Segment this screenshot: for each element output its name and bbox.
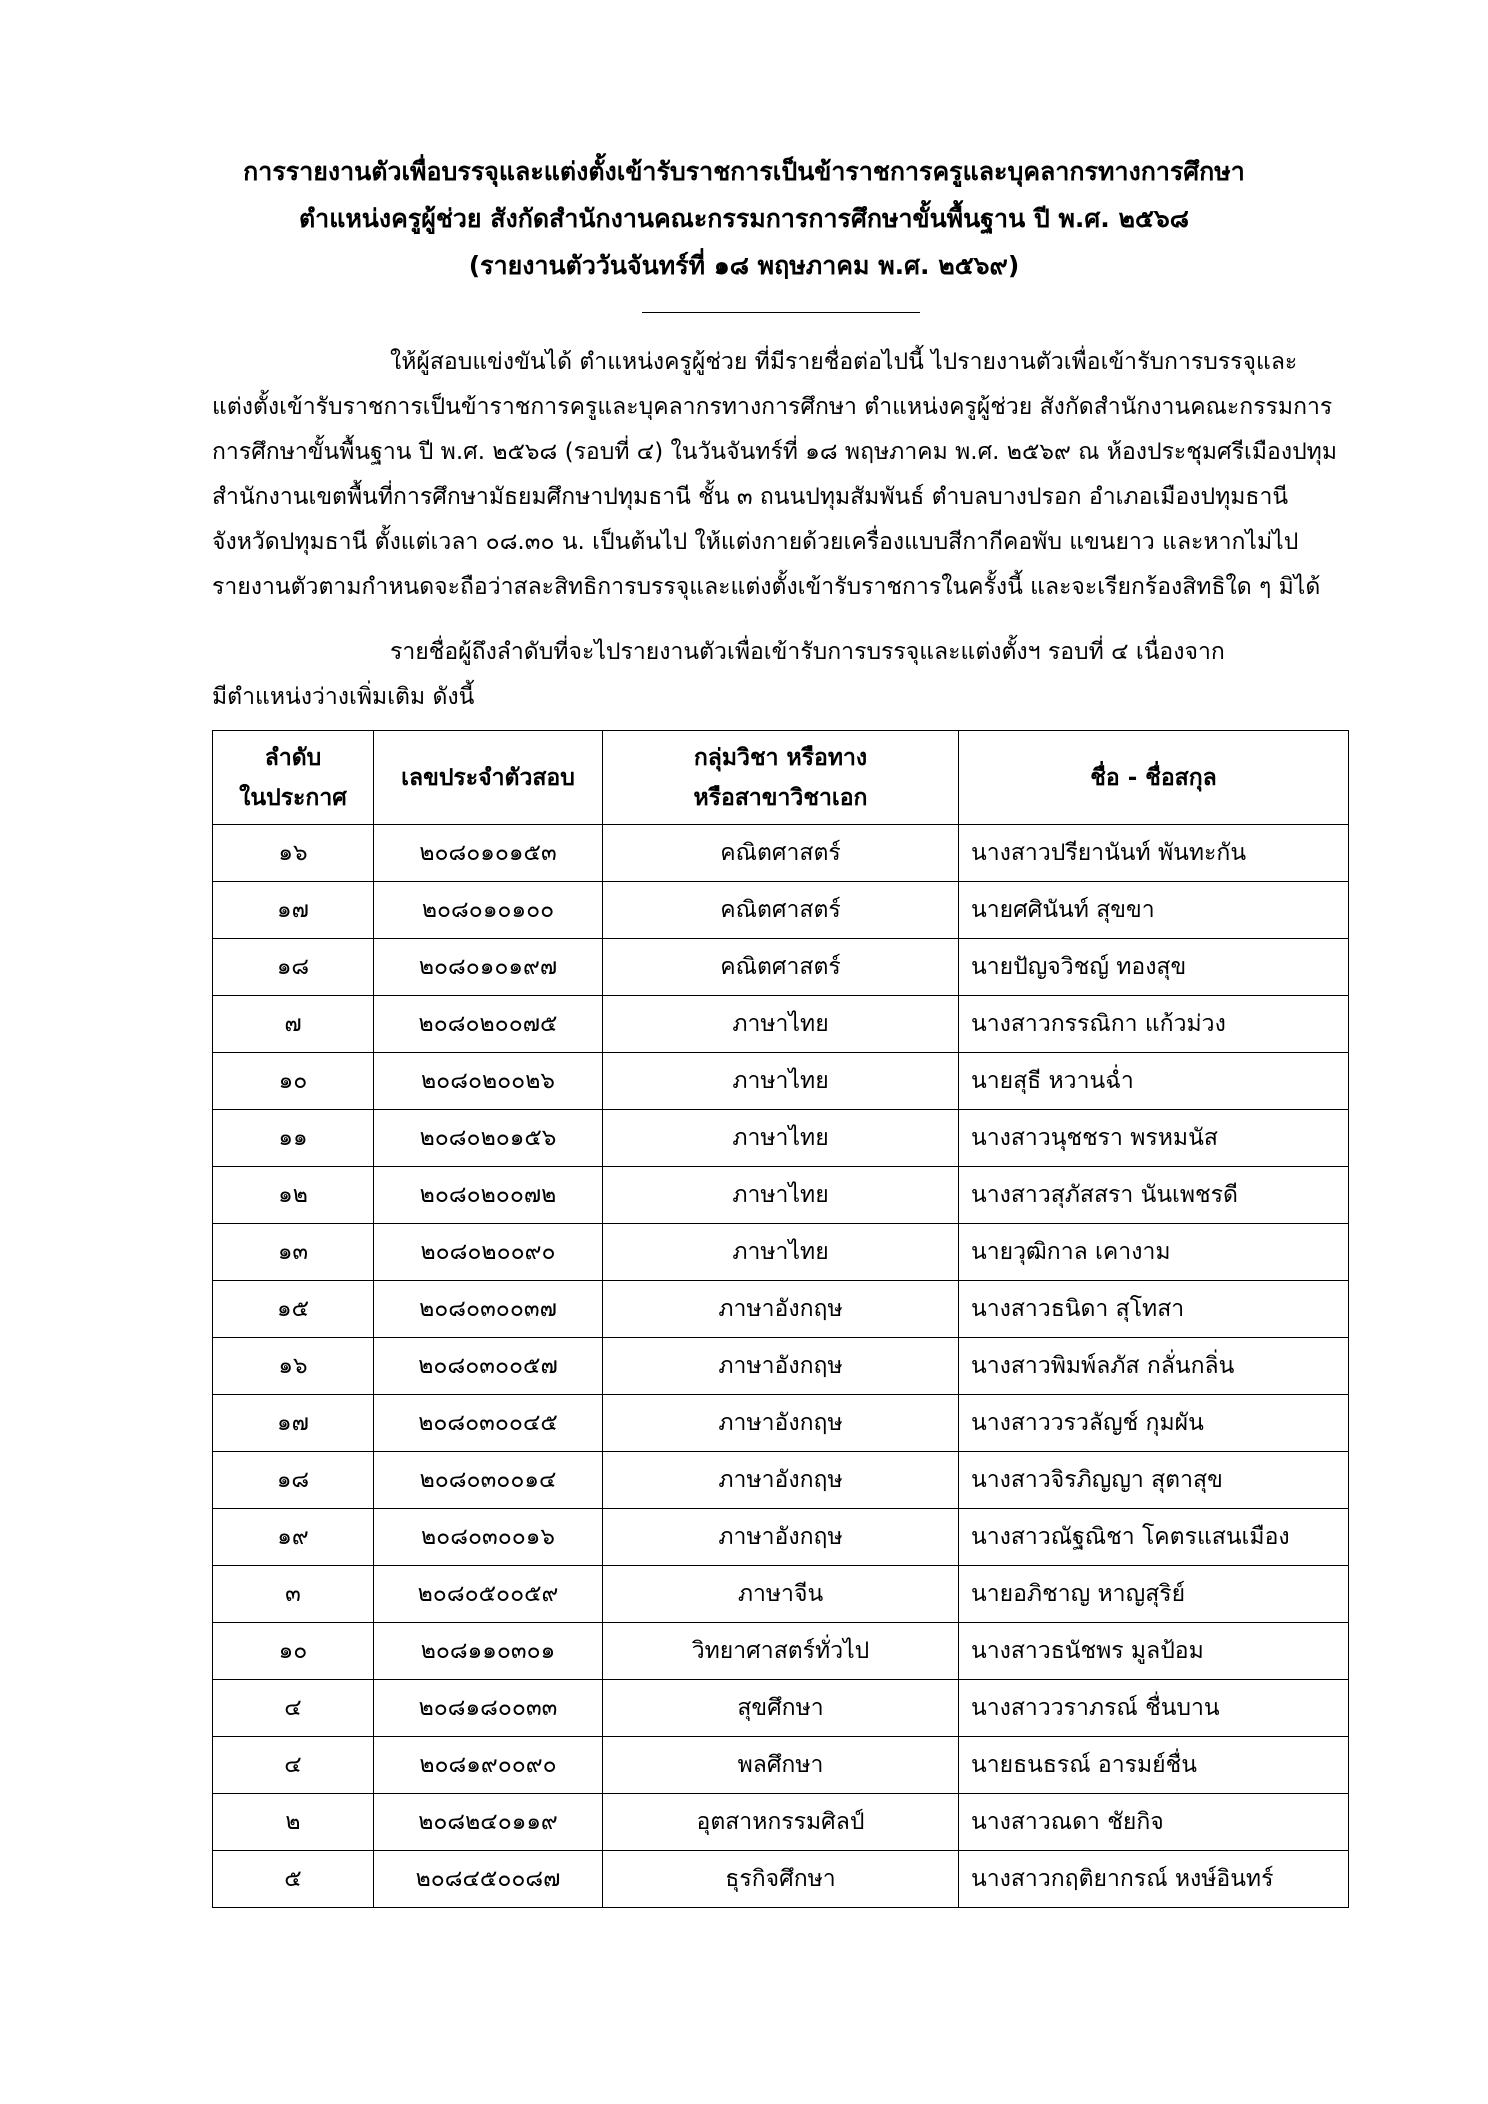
table-row (213, 996, 1349, 1053)
heading-line-2: ตำแหน่งครูผู้ช่วย สังกัดสำนักงานคณะกรรมการการศึกษาขั้นพื้นฐาน ปี พ.ศ. ๒๕๖๘ (298, 204, 1190, 233)
cell-exam-id: ๒๐๘๑๙๐๐๙๐ (374, 1737, 603, 1794)
cell-subject: ภาษาไทย (603, 996, 959, 1053)
cell-order: ๑๒ (213, 1167, 374, 1224)
document-heading (0, 148, 1488, 289)
cell-name: นายวุฒิกาล เคางาม (959, 1224, 1349, 1281)
table-row (213, 1794, 1349, 1851)
cell-exam-id: ๒๐๘๐๓๐๐๑๖ (374, 1509, 603, 1566)
header-exam-id: เลขประจำตัวสอบ (374, 731, 603, 825)
cell-name: นางสาวนุชชรา พรหมนัส (959, 1110, 1349, 1167)
cell-exam-id: ๒๐๘๐๒๐๐๗๕ (374, 996, 603, 1053)
cell-exam-id: ๒๐๘๐๑๐๑๕๓ (374, 825, 603, 882)
cell-name: นางสาววรวลัญช์ กุมผัน (959, 1395, 1349, 1452)
table-row (213, 1395, 1349, 1452)
cell-name: นางสาวธนิดา สุโทสา (959, 1281, 1349, 1338)
cell-name: นายสุธี หวานฉ่ำ (959, 1053, 1349, 1110)
header-full-name: ชื่อ - ชื่อสกุล (959, 731, 1349, 825)
cell-order: ๑๕ (213, 1281, 374, 1338)
table-body (213, 825, 1349, 1908)
cell-order: ๔ (213, 1680, 374, 1737)
table-row (213, 1110, 1349, 1167)
heading-line-3: (รายงานตัววันจันทร์ที่ ๑๘ พฤษภาคม พ.ศ. ๒๕๖๙) (468, 251, 1020, 280)
cell-subject: คณิตศาสตร์ (603, 882, 959, 939)
cell-name: นางสาวพิมพ์ลภัส กลั่นกลิ่น (959, 1338, 1349, 1395)
header-subject-group: กลุ่มวิชา หรือทาง หรือสาขาวิชาเอก (603, 731, 959, 825)
table-row (213, 1851, 1349, 1908)
cell-subject: ธุรกิจศึกษา (603, 1851, 959, 1908)
cell-subject: ภาษาไทย (603, 1167, 959, 1224)
list-intro-paragraph (212, 630, 1348, 720)
cell-exam-id: ๒๐๘๐๑๐๑๙๗ (374, 939, 603, 996)
header-announcement-order: ลำดับ ในประกาศ (213, 731, 374, 825)
table-row (213, 882, 1349, 939)
cell-exam-id: ๒๐๘๐๓๐๐๔๕ (374, 1395, 603, 1452)
paragraph-line: รายชื่อผู้ถึงลำดับที่จะไปรายงานตัวเพื่อเข้ารับการบรรจุและแต่งตั้งฯ รอบที่ ๔ เนื่องจาก (390, 639, 1225, 665)
table-row (213, 1452, 1349, 1509)
cell-name: นายธนธรณ์ อารมย์ชื่น (959, 1737, 1349, 1794)
cell-exam-id: ๒๐๘๐๓๐๐๓๗ (374, 1281, 603, 1338)
paragraph-line: รายงานตัวตามกำหนดจะถือว่าสละสิทธิการบรรจุและแต่งตั้งเข้ารับราชการในครั้งนี้ และจะเรียกร้องสิทธิใด ๆ มิได้ (212, 574, 1321, 600)
cell-subject: ภาษาอังกฤษ (603, 1281, 959, 1338)
table-row (213, 1224, 1349, 1281)
table-row (213, 1167, 1349, 1224)
paragraph-line: แต่งตั้งเข้ารับราชการเป็นข้าราชการครูและบุคลากรทางการศึกษา ตำแหน่งครูผู้ช่วย สังกัดสำนักงานคณะกรรมการ (212, 394, 1333, 420)
paragraph-line: การศึกษาขั้นพื้นฐาน ปี พ.ศ. ๒๕๖๘ (รอบที่ ๔) ในวันจันทร์ที่ ๑๘ พฤษภาคม พ.ศ. ๒๕๖๙ ณ ห้องประชุมศรีเมืองปทุม (212, 439, 1338, 465)
cell-exam-id: ๒๐๘๑๘๐๐๓๓ (374, 1680, 603, 1737)
table-row (213, 1053, 1349, 1110)
cell-subject: พลศึกษา (603, 1737, 959, 1794)
cell-order: ๑๖ (213, 1338, 374, 1395)
cell-order: ๑๐ (213, 1623, 374, 1680)
cell-exam-id: ๒๐๘๐๒๐๐๗๒ (374, 1167, 603, 1224)
cell-subject: ภาษาไทย (603, 1224, 959, 1281)
cell-exam-id: ๒๐๘๐๑๐๑๐๐ (374, 882, 603, 939)
paragraph-line: มีตำแหน่งว่างเพิ่มเติม ดังนี้ (212, 684, 475, 710)
cell-exam-id: ๒๐๘๒๔๐๑๑๙ (374, 1794, 603, 1851)
cell-name: นางสาวณัฐณิชา โคตรแสนเมือง (959, 1509, 1349, 1566)
cell-order: ๗ (213, 996, 374, 1053)
table-row (213, 1509, 1349, 1566)
cell-order: ๕ (213, 1851, 374, 1908)
cell-order: ๑๓ (213, 1224, 374, 1281)
cell-name: นางสาววราภรณ์ ชื่นบาน (959, 1680, 1349, 1737)
cell-name: นางสาวปรียานันท์ พันทะกัน (959, 825, 1349, 882)
table-row (213, 1623, 1349, 1680)
candidate-table (212, 730, 1349, 1908)
paragraph-line: สำนักงานเขตพื้นที่การศึกษามัธยมศึกษาปทุมธานี ชั้น ๓ ถนนปทุมสัมพันธ์ ตำบลบางปรอก อำเภอเมืองปทุมธานี (212, 484, 1289, 510)
cell-name: นางสาวธนัชพร มูลป้อม (959, 1623, 1349, 1680)
cell-subject: สุขศึกษา (603, 1680, 959, 1737)
paragraph-line: จังหวัดปทุมธานี ตั้งแต่เวลา ๐๘.๓๐ น. เป็นต้นไป ให้แต่งกายด้วยเครื่องแบบสีกากีคอพับ แขนยาว และหากไม่ไป (212, 529, 1299, 555)
cell-subject: ภาษาไทย (603, 1110, 959, 1167)
cell-name: นายศศินันท์ สุขขา (959, 882, 1349, 939)
cell-exam-id: ๒๐๘๐๒๐๐๒๖ (374, 1053, 603, 1110)
cell-exam-id: ๒๐๘๐๕๐๐๕๙ (374, 1566, 603, 1623)
cell-name: นางสาวณดา ชัยกิจ (959, 1794, 1349, 1851)
table-row (213, 1566, 1349, 1623)
cell-order: ๑๘ (213, 939, 374, 996)
heading-line-1: การรายงานตัวเพื่อบรรจุและแต่งตั้งเข้ารับราชการเป็นข้าราชการครูและบุคลากรทางการศึกษา (243, 157, 1245, 186)
cell-order: ๑๗ (213, 882, 374, 939)
cell-subject: ภาษาอังกฤษ (603, 1395, 959, 1452)
cell-subject: คณิตศาสตร์ (603, 939, 959, 996)
cell-subject: ภาษาอังกฤษ (603, 1338, 959, 1395)
table-row (213, 939, 1349, 996)
cell-name: นายปัญจวิชญ์ ทองสุข (959, 939, 1349, 996)
cell-exam-id: ๒๐๘๐๓๐๐๕๗ (374, 1338, 603, 1395)
cell-order: ๑๐ (213, 1053, 374, 1110)
table-row (213, 1338, 1349, 1395)
cell-name: นางสาวกฤติยากรณ์ หงษ์อินทร์ (959, 1851, 1349, 1908)
cell-exam-id: ๒๐๘๐๒๐๐๙๐ (374, 1224, 603, 1281)
heading-divider (642, 312, 920, 313)
cell-subject: ภาษาอังกฤษ (603, 1452, 959, 1509)
table-header-row (213, 731, 1349, 825)
cell-exam-id: ๒๐๘๐๒๐๑๕๖ (374, 1110, 603, 1167)
cell-subject: วิทยาศาสตร์ทั่วไป (603, 1623, 959, 1680)
cell-order: ๓ (213, 1566, 374, 1623)
cell-exam-id: ๒๐๘๐๓๐๐๑๔ (374, 1452, 603, 1509)
cell-name: นางสาวกรรณิกา แก้วม่วง (959, 996, 1349, 1053)
cell-subject: อุตสาหกรรมศิลป์ (603, 1794, 959, 1851)
cell-name: นางสาวจิรภิญญา สุตาสุข (959, 1452, 1349, 1509)
cell-order: ๑๘ (213, 1452, 374, 1509)
table-row (213, 1281, 1349, 1338)
cell-order: ๑๙ (213, 1509, 374, 1566)
announcement-paragraph (212, 340, 1348, 610)
cell-order: ๑๑ (213, 1110, 374, 1167)
paragraph-line: ให้ผู้สอบแข่งขันได้ ตำแหน่งครูผู้ช่วย ที่มีรายชื่อต่อไปนี้ ไปรายงานตัวเพื่อเข้ารับการบรรจุและ (390, 349, 1298, 375)
cell-name: นายอภิชาญ หาญสุริย์ (959, 1566, 1349, 1623)
cell-subject: ภาษาอังกฤษ (603, 1509, 959, 1566)
cell-order: ๑๖ (213, 825, 374, 882)
cell-order: ๑๗ (213, 1395, 374, 1452)
table-row (213, 1737, 1349, 1794)
table-row (213, 825, 1349, 882)
table-row (213, 1680, 1349, 1737)
cell-exam-id: ๒๐๘๔๕๐๐๘๗ (374, 1851, 603, 1908)
cell-subject: คณิตศาสตร์ (603, 825, 959, 882)
cell-subject: ภาษาไทย (603, 1053, 959, 1110)
cell-exam-id: ๒๐๘๑๑๐๓๐๑ (374, 1623, 603, 1680)
cell-order: ๔ (213, 1737, 374, 1794)
cell-order: ๒ (213, 1794, 374, 1851)
cell-subject: ภาษาจีน (603, 1566, 959, 1623)
cell-name: นางสาวสุภัสสรา นันเพชรดี (959, 1167, 1349, 1224)
